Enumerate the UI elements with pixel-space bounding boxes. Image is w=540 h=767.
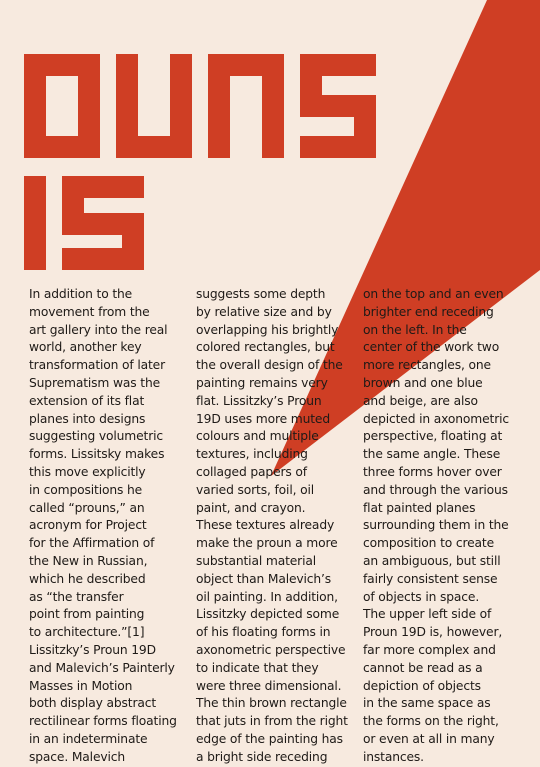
letter-u xyxy=(116,54,192,158)
letter-i xyxy=(24,176,46,270)
letter-s-2 xyxy=(62,176,144,270)
body-column-3: on the top and an even brighter end receding on the left. In the center of the work two more rectangles, one brown and one blue and beige, are also depicted in axonometric perspective, floating at the same angle. These three forms hover over and through the various flat painted planes surrounding them in the composition to create an ambiguous, but still fairly consistent sense of objects in space. The upper left side of Proun 19D is, however, far more complex and cannot be read as a depiction of objects in the same space as the forms on the right, or even at all in many instances. xyxy=(363,287,509,764)
letter-o xyxy=(24,54,100,158)
letter-s xyxy=(300,54,376,158)
body-column-1: In addition to the movement from the art gallery into the real world, another key transformation of later Suprematism was the extension of its flat planes into designs suggesting volumetric forms. Lissitsky makes this move explicitly in compositions he called “prouns,” an acronym for Project for the Affirmation of the New in Russian, which he described as “the transfer point from painting to architecture.”[1] Lissitzky’s Proun 19D and Malevich’s Painterly Masses in Motion both display abstract rectilinear forms floating in an indeterminate space. Malevich xyxy=(29,287,177,764)
headline-lettering xyxy=(24,54,524,274)
letter-n xyxy=(208,54,284,158)
headline xyxy=(24,54,524,274)
body-column-2: suggests some depth by relative size and by overlapping his brightly colored rectangles, but the overall design of the painting remains very flat. Lissitzky’s Proun 19D uses more muted colours and multiple textures, including collaged papers of varied sorts, foil, oil paint, and crayon. These textures already make the proun a more substantial material object than Malevich’s oil painting. In addition, Lissitzky depicted some of his floating forms in axonometric perspective to indicate that they were three dimensional. The thin brown rectangle that juts in from the right edge of the painting has a bright side receding xyxy=(196,287,348,764)
